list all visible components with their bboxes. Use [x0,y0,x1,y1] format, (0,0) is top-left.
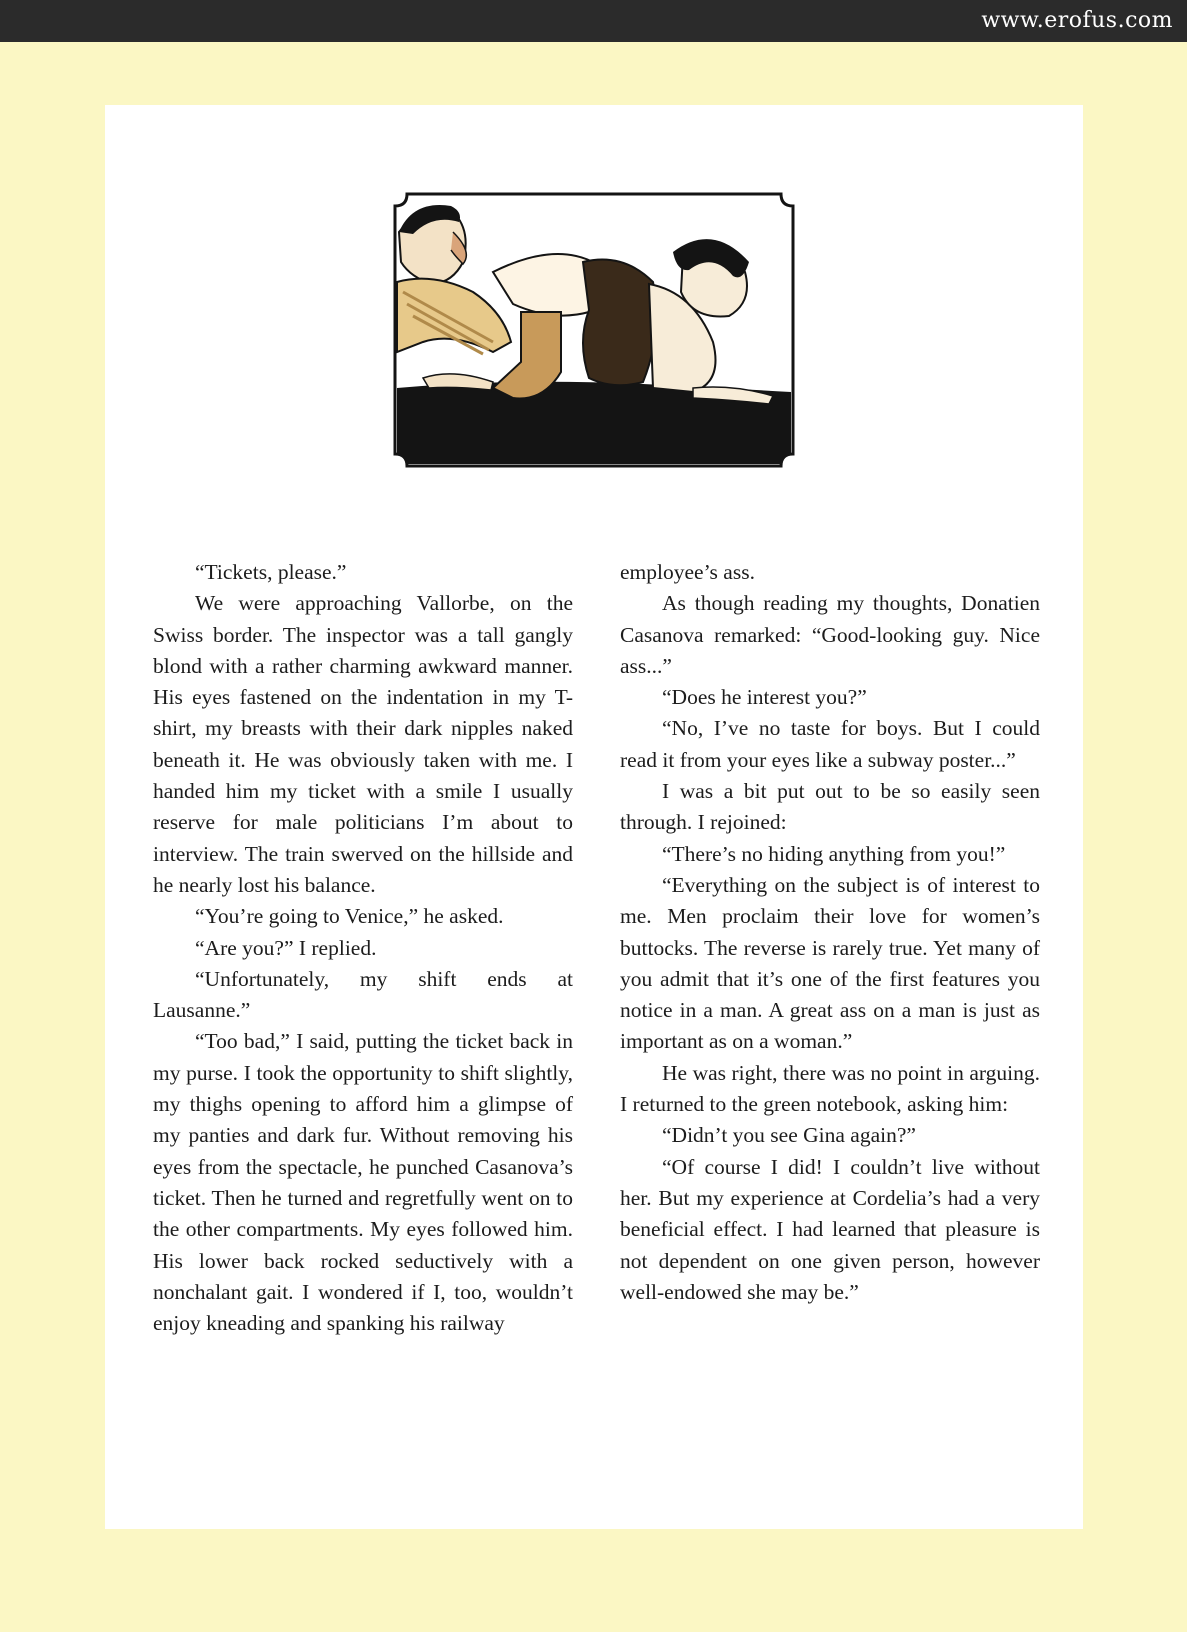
paragraph: We were approaching Vallorbe, on the Swiss border. The inspector was a tall gangly blond with a rather charming awkward manner. His eyes fastened on the indentation in my T-shirt, my breasts with their dark nipples naked beneath it. He was obviously taken with me. I handed him my ticket with a smile I usually reserve for male politicians I’m about to interview. The train swerved on the hillside and he nearly lost his balance. [153,591,573,897]
paragraph: “Unfortunately, my shift ends at Lausanne.” [153,966,573,1023]
paragraph: I was a bit put out to be so easily seen through. I rejoined: [620,779,1040,835]
paragraph: “No, I’ve no taste for boys. But I could read it from your eyes like a subway poster...” [620,716,1040,772]
paragraph: “Everything on the subject is of interest to me. Men proclaim their love for women’s buttocks. The reverse is rarely true. Yet many of you admit that it’s one of the first features you notice in a man. A great ass on a man is just as important as on a woman.” [620,872,1040,1054]
site-watermark: www.erofus.com [981,8,1173,33]
left-text-column [153,557,573,1339]
paragraph: “Of course I did! I couldn’t live without her. But my experience at Cordelia’s had a very beneficial effect. I had learned that pleasure is not dependent on one given person, however well-endowed she may be.” [620,1154,1040,1304]
book-page [105,105,1083,1529]
paragraph: “Didn’t you see Gina again?” [662,1123,916,1148]
paragraph: “There’s no hiding anything from you!” [662,841,1006,866]
paragraph: “Are you?” I replied. [195,935,377,960]
paragraph: “You’re going to Venice,” he asked. [195,904,504,929]
paragraph: “Tickets, please.” [195,560,347,584]
paragraph: “Too bad,” I said, putting the ticket back in my purse. I took the opportunity to shift slightly, my thighs opening to afford him a glimpse of my panties and dark fur. Without removing his eyes from the spectacle, he punched Casanova’s ticket. Then he turned and regretfully went on to the other compartments. My eyes followed him. His lower back rocked seductively with a nonchalant gait. I wondered if I, too, wouldn’t enjoy kneading and spanking his railway [153,1029,573,1336]
paragraph: “Does he interest you?” [662,685,867,710]
paragraph: He was right, there was no point in arguing. I returned to the green notebook, asking him: [620,1060,1040,1117]
top-bar [0,0,1187,42]
paragraph: As though reading my thoughts, Donatien Casanova remarked: “Good-looking guy. Nice ass...” [620,591,1040,678]
vintage-ink-illustration-icon [393,192,795,468]
paragraph-continuation: employee’s ass. [620,560,755,584]
right-text-column [620,557,1040,1308]
